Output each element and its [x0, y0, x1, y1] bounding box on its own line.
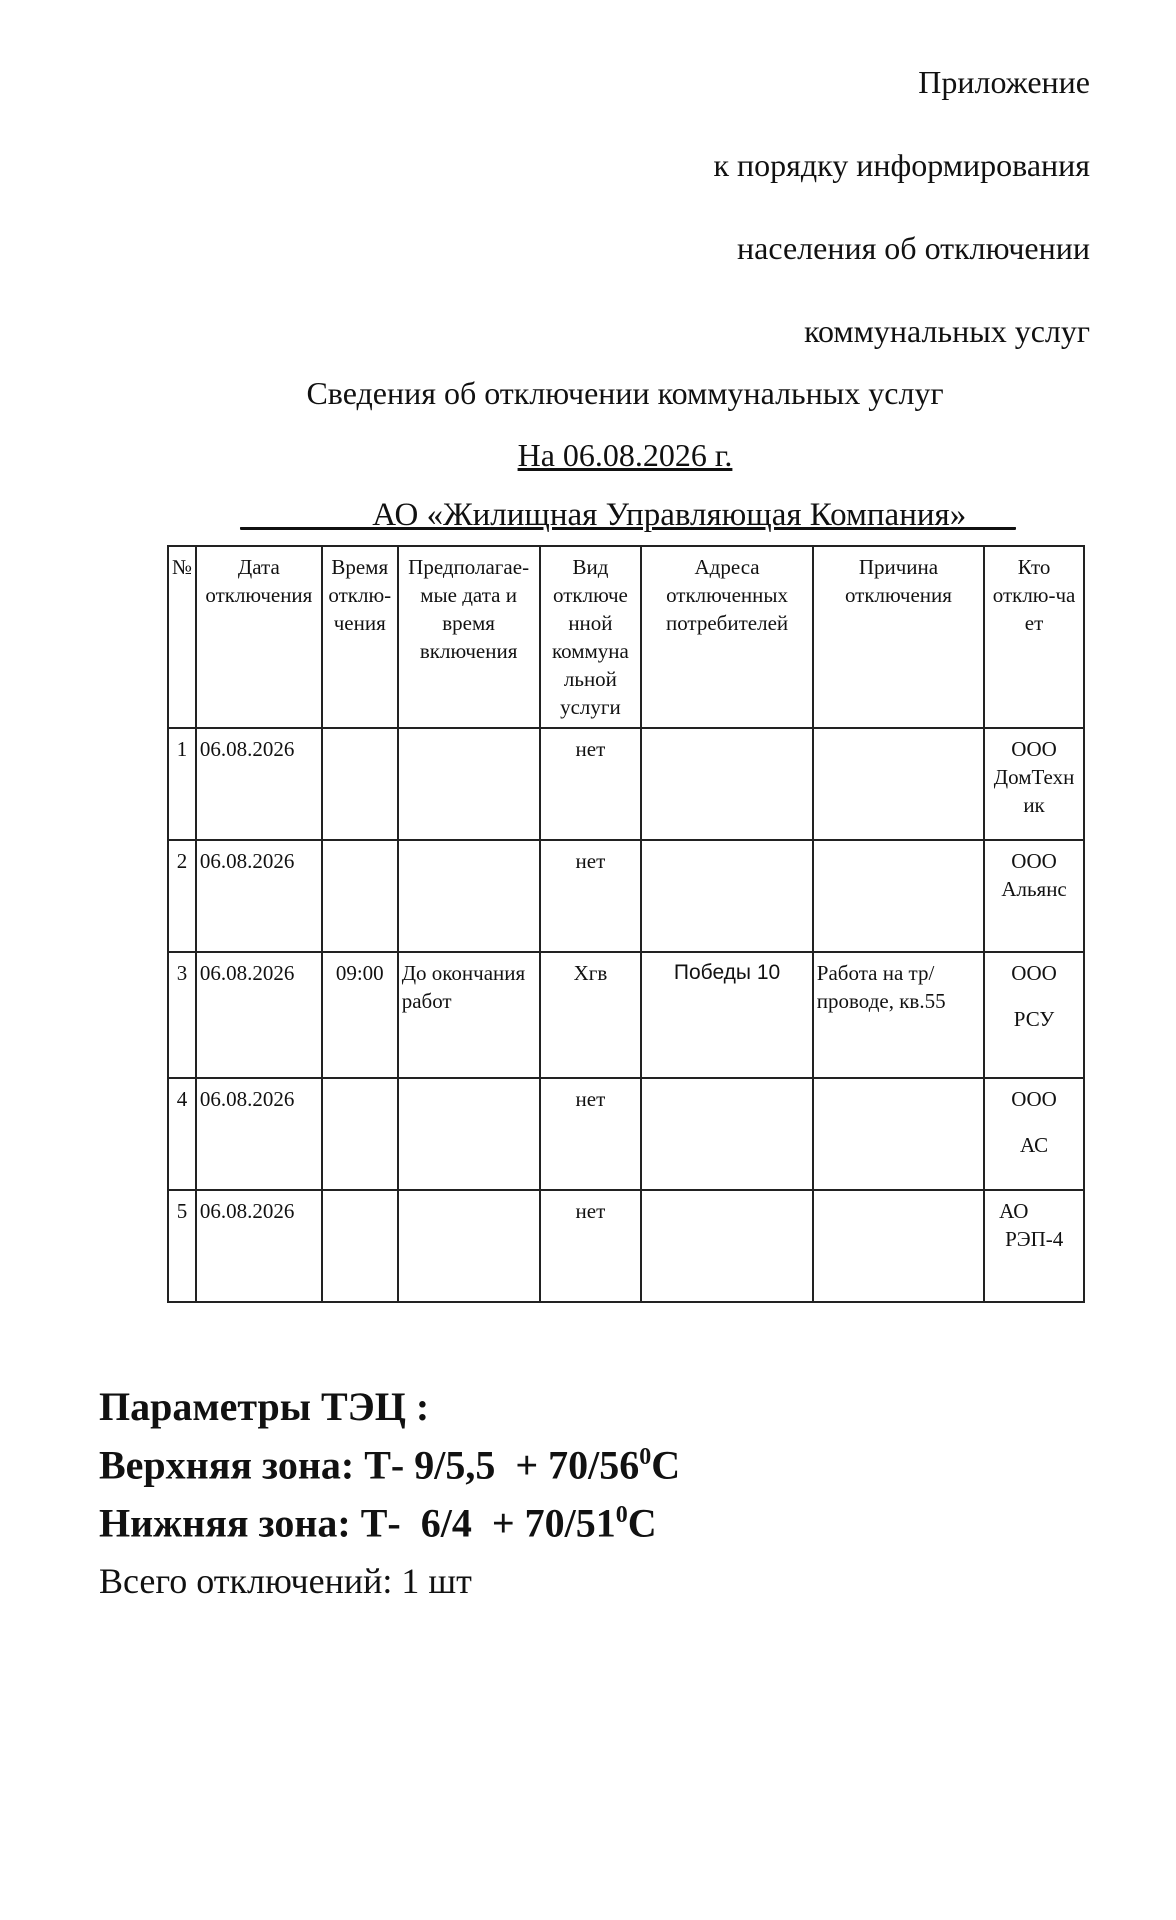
chp-parameters [99, 1382, 680, 1549]
cell-address [641, 840, 812, 952]
company-name: ________АО «Жилищная Управляющая Компания»___ [240, 497, 1016, 533]
cell-reason [813, 728, 984, 840]
upper-zone-text: Верхняя зона: Т- 9/5,5 + 70/56 [99, 1442, 640, 1488]
cell-type: нет [540, 840, 642, 952]
cell-restore [398, 728, 540, 840]
outage-table [167, 545, 1085, 1303]
appendix-line-4: коммунальных услуг [804, 313, 1090, 349]
cell-time [322, 840, 398, 952]
header-date: Дата отключения [196, 546, 322, 728]
params-upper-zone [99, 1432, 680, 1490]
cell-no: 2 [168, 840, 196, 952]
who-org-type: ООО [1011, 737, 1057, 761]
who-org-type: АО [999, 1199, 1029, 1223]
cell-time [322, 1078, 398, 1190]
who-org-name: РЭП-4 [1005, 1227, 1064, 1251]
cell-date: 06.08.2026 [196, 1190, 322, 1302]
who-org-name: РСУ [1013, 1007, 1055, 1031]
cell-type: нет [540, 1190, 642, 1302]
header-no: № [168, 546, 196, 728]
table-row [168, 952, 1084, 1078]
who-org-name: АС [1019, 1133, 1049, 1157]
upper-zone-degree: 0 [639, 1444, 652, 1470]
cell-who [984, 728, 1084, 840]
cell-address [641, 1190, 812, 1302]
table-row [168, 1078, 1084, 1190]
cell-restore [398, 840, 540, 952]
cell-time [322, 1190, 398, 1302]
cell-time [322, 728, 398, 840]
table-row [168, 840, 1084, 952]
cell-reason [813, 840, 984, 952]
params-lower-zone [99, 1490, 680, 1548]
cell-address [641, 728, 812, 840]
report-date: На 06.08.2026 г. [517, 437, 733, 473]
lower-zone-unit: С [627, 1500, 657, 1546]
cell-date: 06.08.2026 [196, 1078, 322, 1190]
cell-no: 5 [168, 1190, 196, 1302]
cell-address: Победы 10 [641, 952, 812, 1078]
cell-restore: До окончания работ [398, 952, 540, 1078]
who-org-type: ООО [1011, 961, 1057, 985]
who-org-type: ООО [1011, 849, 1057, 873]
cell-reason: Работа на тр/ проводе, кв.55 [813, 952, 984, 1078]
params-heading: Параметры ТЭЦ : [99, 1384, 430, 1429]
cell-who [984, 840, 1084, 952]
appendix-line-1: Приложение [918, 64, 1090, 100]
cell-address [641, 1078, 812, 1190]
cell-restore [398, 1190, 540, 1302]
cell-date: 06.08.2026 [196, 952, 322, 1078]
cell-type: Хгв [540, 952, 642, 1078]
cell-restore [398, 1078, 540, 1190]
who-org-name: Альянс [1001, 877, 1067, 901]
table-row [168, 728, 1084, 840]
cell-no: 1 [168, 728, 196, 840]
header-reason: Причина отключения [813, 546, 984, 728]
cell-no: 3 [168, 952, 196, 1078]
header-type: Вид отключе нной коммуна льной услуги [540, 546, 642, 728]
cell-type: нет [540, 728, 642, 840]
total-outages: Всего отключений: 1 шт [99, 1561, 472, 1601]
header-address: Адреса отключенных потребителей [641, 546, 812, 728]
cell-who [984, 952, 1084, 1078]
appendix-block [390, 62, 1090, 394]
cell-who [984, 1078, 1084, 1190]
appendix-line-2: к порядку информирования [713, 147, 1090, 183]
lower-zone-degree: 0 [615, 1502, 628, 1529]
cell-type: нет [540, 1078, 642, 1190]
table-row [168, 1190, 1084, 1302]
cell-who [984, 1190, 1084, 1302]
cell-no: 4 [168, 1078, 196, 1190]
cell-reason [813, 1190, 984, 1302]
who-org-type: ООО [1011, 1087, 1057, 1111]
cell-time: 09:00 [322, 952, 398, 1078]
cell-date: 06.08.2026 [196, 840, 322, 952]
header-who: Кто отклю-ча ет [984, 546, 1084, 728]
cell-reason [813, 1078, 984, 1190]
who-org-name: ДомТехн ик [993, 765, 1075, 817]
appendix-line-3: населения об отключении [737, 230, 1090, 266]
cell-date: 06.08.2026 [196, 728, 322, 840]
table-header-row [168, 546, 1084, 728]
date-line [0, 437, 1176, 474]
document-title: Сведения об отключении коммунальных услуг [306, 375, 944, 411]
header-time: Время отклю-чения [322, 546, 398, 728]
upper-zone-unit: С [651, 1442, 681, 1488]
header-restore: Предполагае-мые дата и время включения [398, 546, 540, 728]
lower-zone-text: Нижняя зона: Т- 6/4 + 70/51 [99, 1500, 616, 1546]
